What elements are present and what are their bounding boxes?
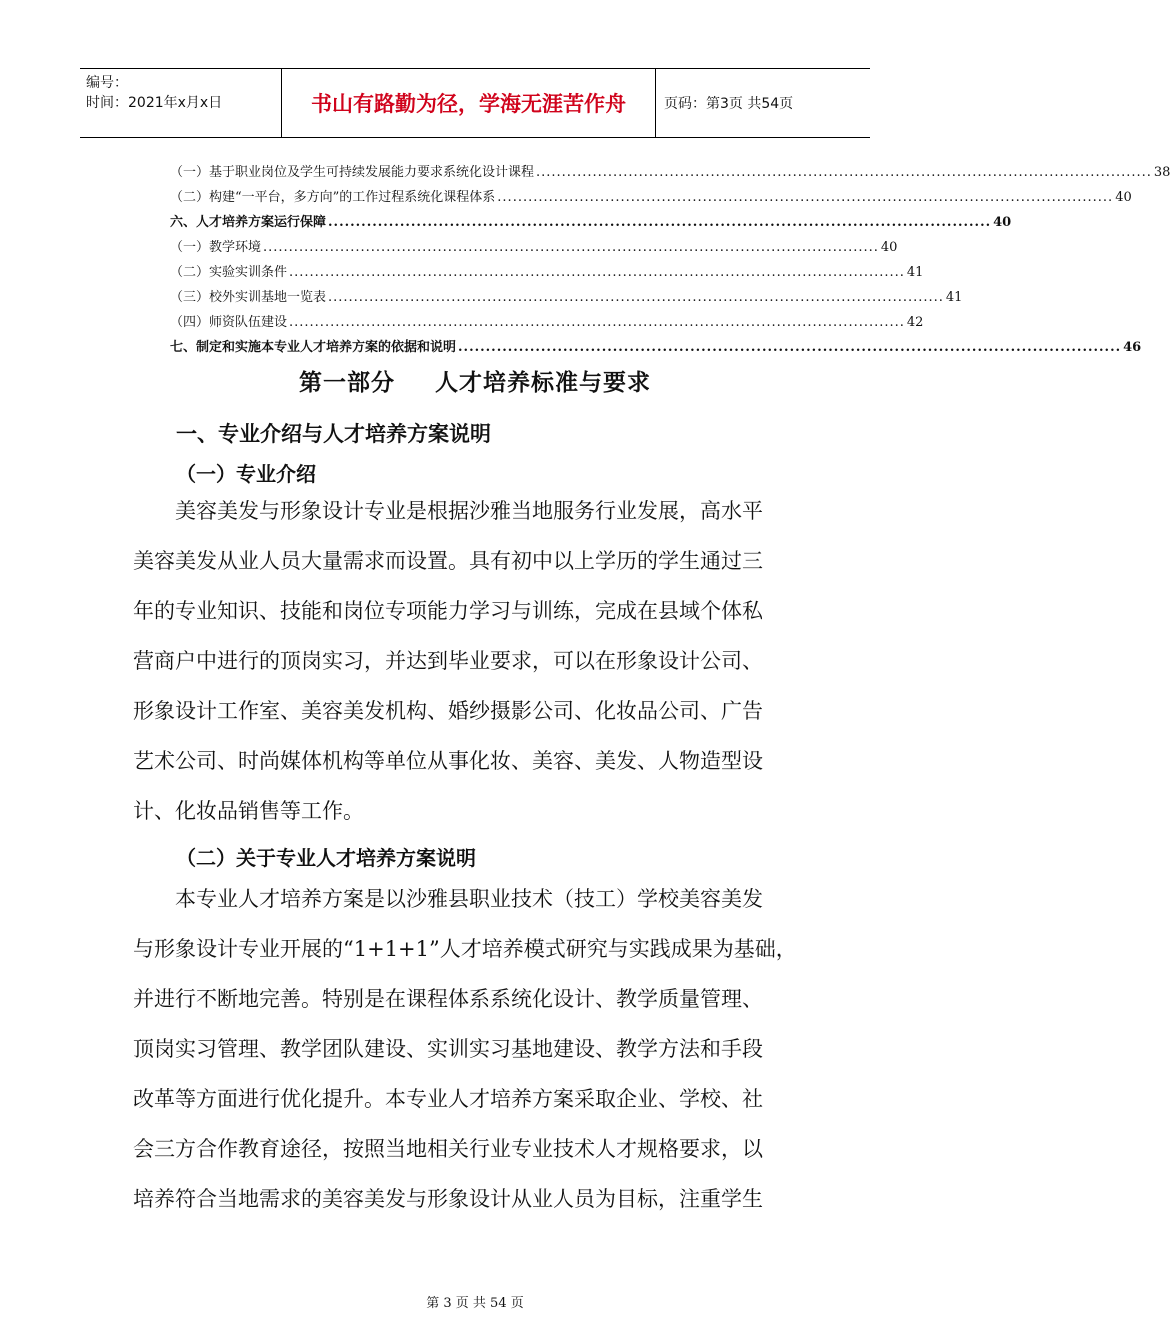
header-page-info: 页码：第3页 共54页 — [664, 96, 794, 112]
toc-leader: ........................................................................................................................ — [328, 290, 944, 305]
text-line: 培养符合当地需求的美容美发与形象设计从业人员为目标，注重学生 — [133, 1187, 763, 1211]
toc-entry[interactable] — [170, 235, 898, 260]
text-line: 美容美发从业人员大量需求而设置。具有初中以上学历的学生通过三 — [133, 549, 763, 573]
subsection-heading: （一）专业介绍 — [176, 462, 316, 486]
page-header — [80, 68, 870, 138]
header-code: 编号： — [86, 75, 128, 91]
toc-leader: ........................................................................................................................ — [536, 165, 1152, 180]
paragraph-plan — [133, 874, 813, 1224]
toc-title: 六、人才培养方案运行保障 — [170, 215, 327, 230]
header-time: 时间：2021年x月x日 — [86, 95, 223, 111]
text-line: 艺术公司、时尚媒体机构等单位从事化妆、美容、美发、人物造型设 — [133, 749, 763, 773]
toc-entry[interactable] — [170, 335, 1142, 360]
part-heading: 人才培养标准与要求 — [435, 369, 651, 396]
section-heading: 一、专业介绍与人才培养方案说明 — [176, 422, 491, 446]
toc-leader: ........................................................................................................................ — [289, 315, 905, 330]
paragraph-intro — [133, 486, 813, 836]
text-line: 年的专业知识、技能和岗位专项能力学习与训练，完成在县域个体私 — [133, 599, 763, 623]
page-footer: 第 3 页 共 54 页 — [426, 1296, 524, 1311]
header-motto: 书山有路勤为径，学海无涯苦作舟 — [282, 69, 656, 137]
toc-page: 38 — [1153, 165, 1170, 180]
part-title — [0, 364, 950, 397]
toc-page: 40 — [880, 240, 898, 255]
text-line: 美容美发与形象设计专业是根据沙雅当地服务行业发展，高水平 — [133, 499, 763, 523]
toc-title: （四）师资队伍建设 — [170, 315, 288, 330]
text-line: 本专业人才培养方案是以沙雅县职业技术（技工）学校美容美发 — [133, 887, 763, 911]
toc-entry[interactable] — [170, 260, 924, 285]
toc-entry[interactable] — [170, 285, 963, 310]
toc-page: 40 — [993, 215, 1012, 230]
toc-title: （二）构建“一平台，多方向”的工作过程系统化课程体系 — [170, 190, 496, 205]
text-line: 顶岗实习管理、教学团队建设、实训实习基地建设、教学方法和手段 — [133, 1037, 763, 1061]
subsection-heading: （二）关于专业人才培养方案说明 — [176, 846, 476, 870]
header-meta — [80, 69, 282, 137]
part-label: 第一部分 — [299, 369, 395, 396]
text-line: 并进行不断地完善。特别是在课程体系系统化设计、教学质量管理、 — [133, 987, 763, 1011]
toc-title: （三）校外实训基地一览表 — [170, 290, 327, 305]
toc-entry[interactable] — [170, 210, 1012, 235]
toc-leader: ........................................................................................................................ — [458, 340, 1122, 355]
table-of-contents — [170, 160, 1170, 360]
toc-page: 46 — [1123, 340, 1142, 355]
toc-leader: ........................................................................................................................ — [289, 265, 905, 280]
text-line: 形象设计工作室、美容美发机构、婚纱摄影公司、化妆品公司、广告 — [133, 699, 763, 723]
toc-leader: ........................................................................................................................ — [263, 240, 879, 255]
toc-title: 七、制定和实施本专业人才培养方案的依据和说明 — [170, 340, 457, 355]
toc-title: （一）基于职业岗位及学生可持续发展能力要求系统化设计课程 — [170, 165, 535, 180]
toc-entry[interactable] — [170, 160, 1170, 185]
toc-entry[interactable] — [170, 185, 1132, 210]
text-line: 与形象设计专业开展的“1+1+1”人才培养模式研究与实践成果为基础， — [133, 937, 797, 961]
toc-leader: ........................................................................................................................ — [328, 215, 992, 230]
text-line: 营商户中进行的顶岗实习，并达到毕业要求，可以在形象设计公司、 — [133, 649, 763, 673]
toc-page: 42 — [906, 315, 924, 330]
toc-page: 41 — [945, 290, 963, 305]
text-line: 计、化妆品销售等工作。 — [133, 799, 364, 823]
toc-title: （一）教学环境 — [170, 240, 262, 255]
toc-leader: ........................................................................................................................ — [497, 190, 1114, 205]
text-line: 会三方合作教育途径，按照当地相关行业专业技术人才规格要求，以 — [133, 1137, 763, 1161]
toc-entry[interactable] — [170, 310, 924, 335]
toc-page: 41 — [906, 265, 924, 280]
text-line: 改革等方面进行优化提升。本专业人才培养方案采取企业、学校、社 — [133, 1087, 763, 1111]
toc-title: （二）实验实训条件 — [170, 265, 288, 280]
toc-page: 40 — [1115, 190, 1132, 205]
